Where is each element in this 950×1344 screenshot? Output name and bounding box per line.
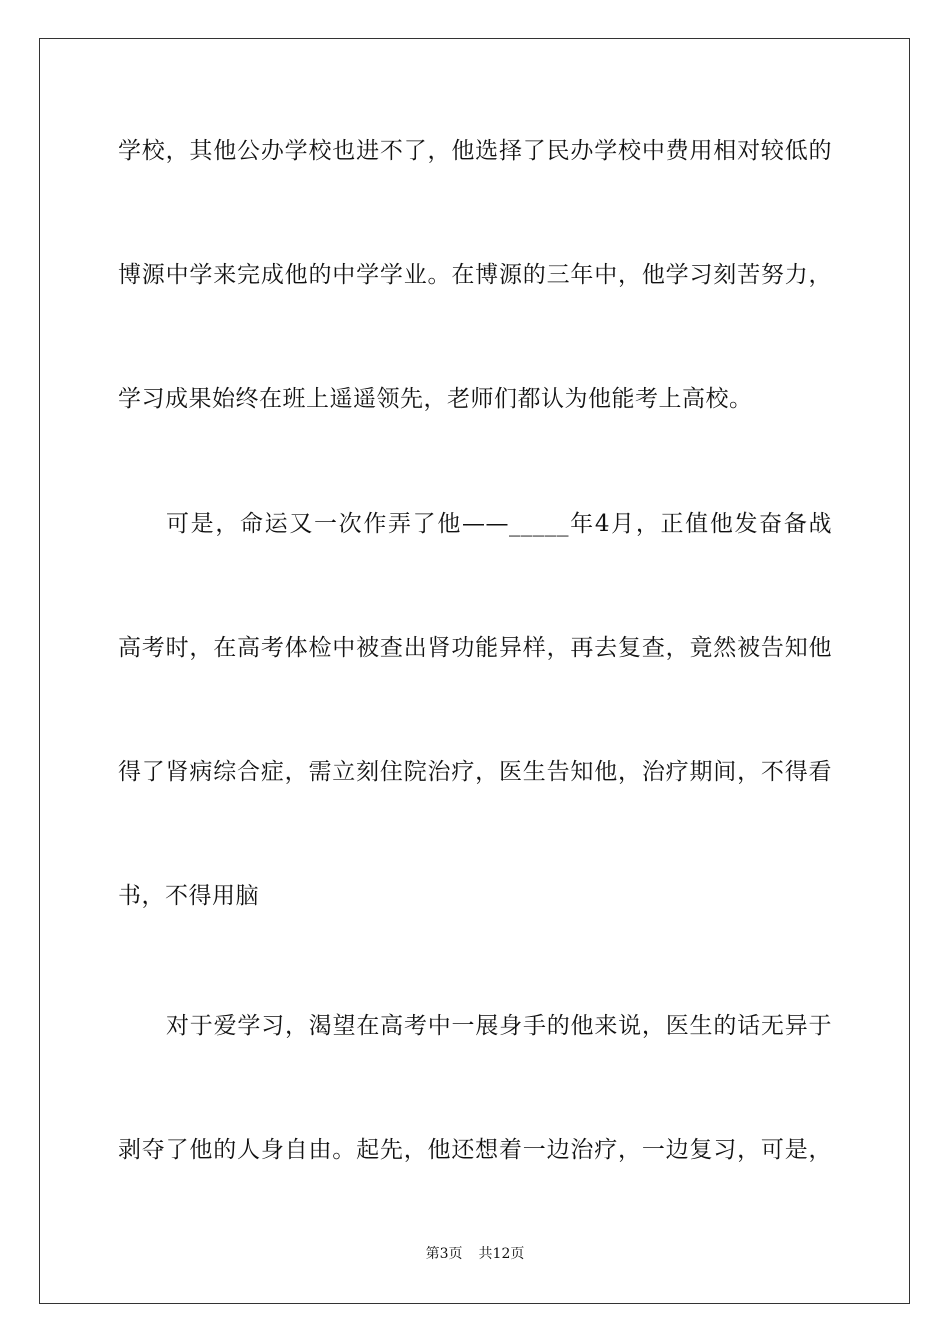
page-number: 第3页 <box>425 1246 463 1262</box>
text-line-9: 剥夺了他的人身自由。起先，他还想着一边治疗，一边复习，可是， <box>118 1137 832 1163</box>
page-frame <box>39 38 910 1304</box>
text-line-7: 书，不得用脑 <box>118 883 259 909</box>
text-line-2: 博源中学来完成他的中学学业。在博源的三年中，他学习刻苦努力， <box>118 262 832 288</box>
text-line-5: 高考时，在高考体检中被查出肾功能异样，再去复查，竟然被告知他 <box>118 635 832 661</box>
page-total: 共12页 <box>478 1246 525 1262</box>
text-line-8: 对于爱学习，渴望在高考中一展身手的他来说，医生的话无异于 <box>166 1013 832 1039</box>
text-line-1: 学校，其他公办学校也进不了，他选择了民办学校中费用相对较低的 <box>118 138 832 164</box>
text-line-4: 可是，命运又一次作弄了他——_____年4月，正值他发奋备战 <box>166 511 832 537</box>
text-line-3: 学习成果始终在班上遥遥领先，老师们都认为他能考上高校。 <box>118 386 753 412</box>
page-footer <box>0 1245 950 1263</box>
text-line-6: 得了肾病综合症，需立刻住院治疗，医生告知他，治疗期间，不得看 <box>118 759 832 785</box>
